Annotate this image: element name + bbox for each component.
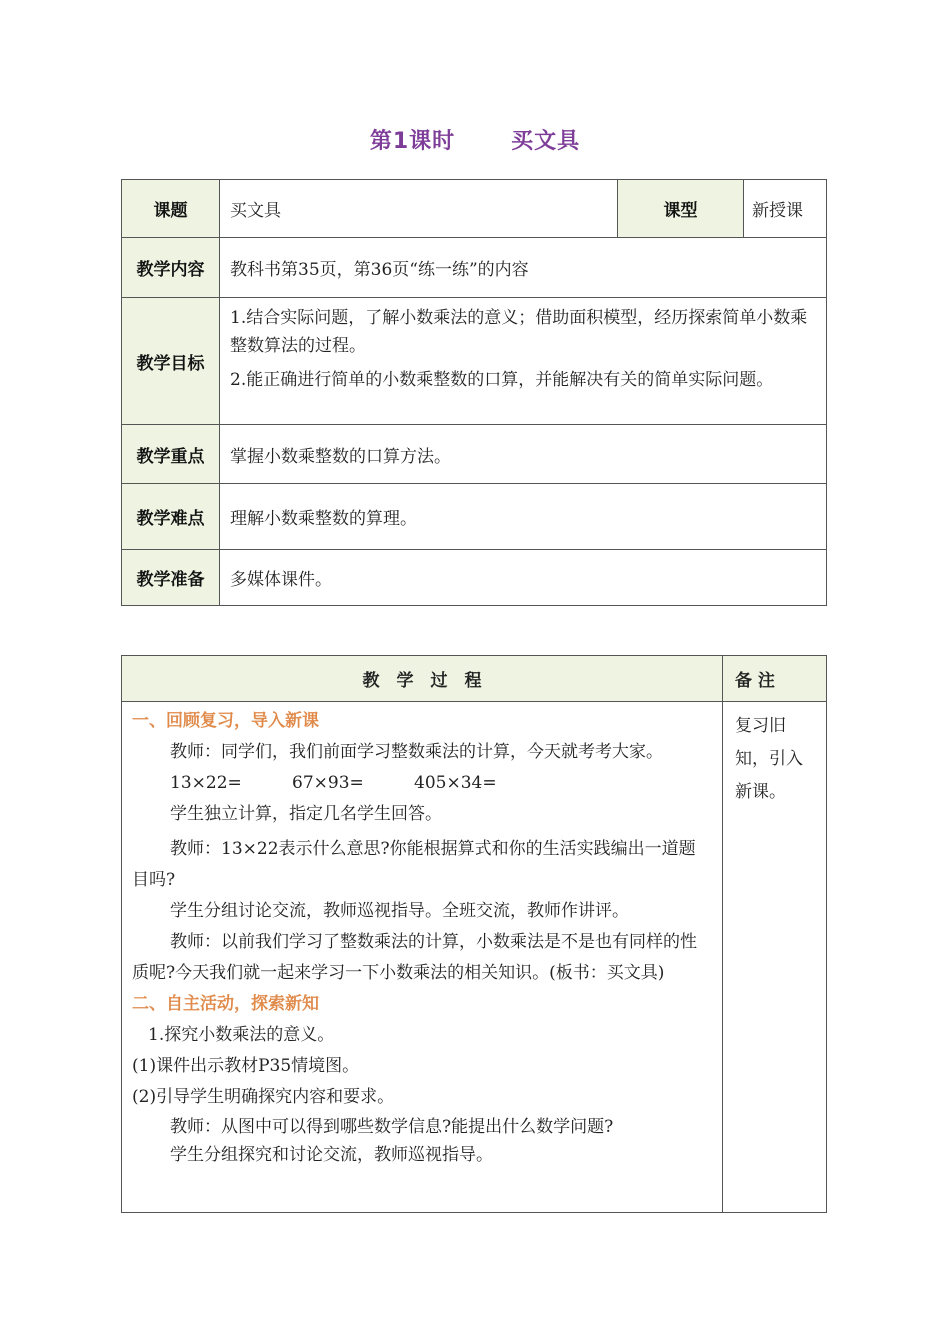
prep-label: 教学准备 bbox=[122, 550, 220, 606]
process-line: 教师：13×22表示什么意思?你能根据算式和你的生活实践编出一道题目吗? bbox=[132, 839, 696, 890]
calc-3: 405×34= bbox=[414, 773, 497, 793]
process-line: 学生分组探究和讨论交流，教师巡视指导。 bbox=[170, 1145, 493, 1165]
key-label: 教学重点 bbox=[122, 425, 220, 484]
note-header: 备 注 bbox=[723, 656, 827, 702]
content-value: 教科书第35页，第36页“练一练”的内容 bbox=[220, 238, 827, 298]
lesson-name: 买文具 bbox=[511, 129, 581, 154]
calc-2: 67×93= bbox=[292, 773, 364, 793]
goal-1: 1.结合实际问题，了解小数乘法的意义；借助面积模型，经历探索简单小数乘整数算法的过程。 bbox=[230, 308, 808, 356]
goal-2: 2.能正确进行简单的小数乘整数的口算，并能解决有关的简单实际问题。 bbox=[230, 370, 774, 390]
type-value: 新授课 bbox=[744, 180, 827, 238]
lesson-number: 第1课时 bbox=[369, 129, 456, 154]
calc-1: 13×22= bbox=[170, 773, 242, 793]
key-value: 掌握小数乘整数的口算方法。 bbox=[220, 425, 827, 484]
section-1-heading: 一、回顾复习，导入新课 bbox=[132, 711, 319, 731]
difficulty-value: 理解小数乘整数的算理。 bbox=[220, 484, 827, 550]
difficulty-label: 教学难点 bbox=[122, 484, 220, 550]
process-line: 教师：从图中可以得到哪些数学信息?能提出什么数学问题? bbox=[170, 1117, 614, 1137]
process-header: 教 学 过 程 bbox=[122, 656, 723, 702]
topic-value: 买文具 bbox=[220, 180, 618, 238]
process-line: 教师：同学们，我们前面学习整数乘法的计算，今天就考考大家。 bbox=[170, 742, 663, 762]
teaching-process-table bbox=[121, 655, 827, 1213]
process-line: 学生分组讨论交流，教师巡视指导。全班交流，教师作讲评。 bbox=[170, 901, 629, 921]
goal-label: 教学目标 bbox=[122, 298, 220, 425]
goal-cell bbox=[220, 298, 827, 425]
prep-value: 多媒体课件。 bbox=[220, 550, 827, 606]
section-2-heading: 二、自主活动，探索新知 bbox=[132, 994, 319, 1014]
process-line: 1.探究小数乘法的意义。 bbox=[148, 1025, 335, 1045]
process-content bbox=[122, 702, 723, 1213]
page-title bbox=[0, 124, 950, 155]
process-line: (1)课件出示教材P35情境图。 bbox=[132, 1056, 360, 1076]
topic-label: 课题 bbox=[122, 180, 220, 238]
lesson-info-table bbox=[121, 179, 827, 606]
process-line: (2)引导学生明确探究内容和要求。 bbox=[132, 1087, 395, 1107]
process-line: 学生独立计算，指定几名学生回答。 bbox=[170, 804, 442, 824]
type-label: 课型 bbox=[618, 180, 744, 238]
process-line: 教师：以前我们学习了整数乘法的计算，小数乘法是不是也有同样的性质呢?今天我们就一起来学习一下小数乘法的相关知识。(板书：买文具) bbox=[132, 932, 697, 983]
note-cell: 复习旧知，引入新课。 bbox=[723, 702, 827, 1213]
content-label: 教学内容 bbox=[122, 238, 220, 298]
calc-row bbox=[132, 768, 712, 799]
